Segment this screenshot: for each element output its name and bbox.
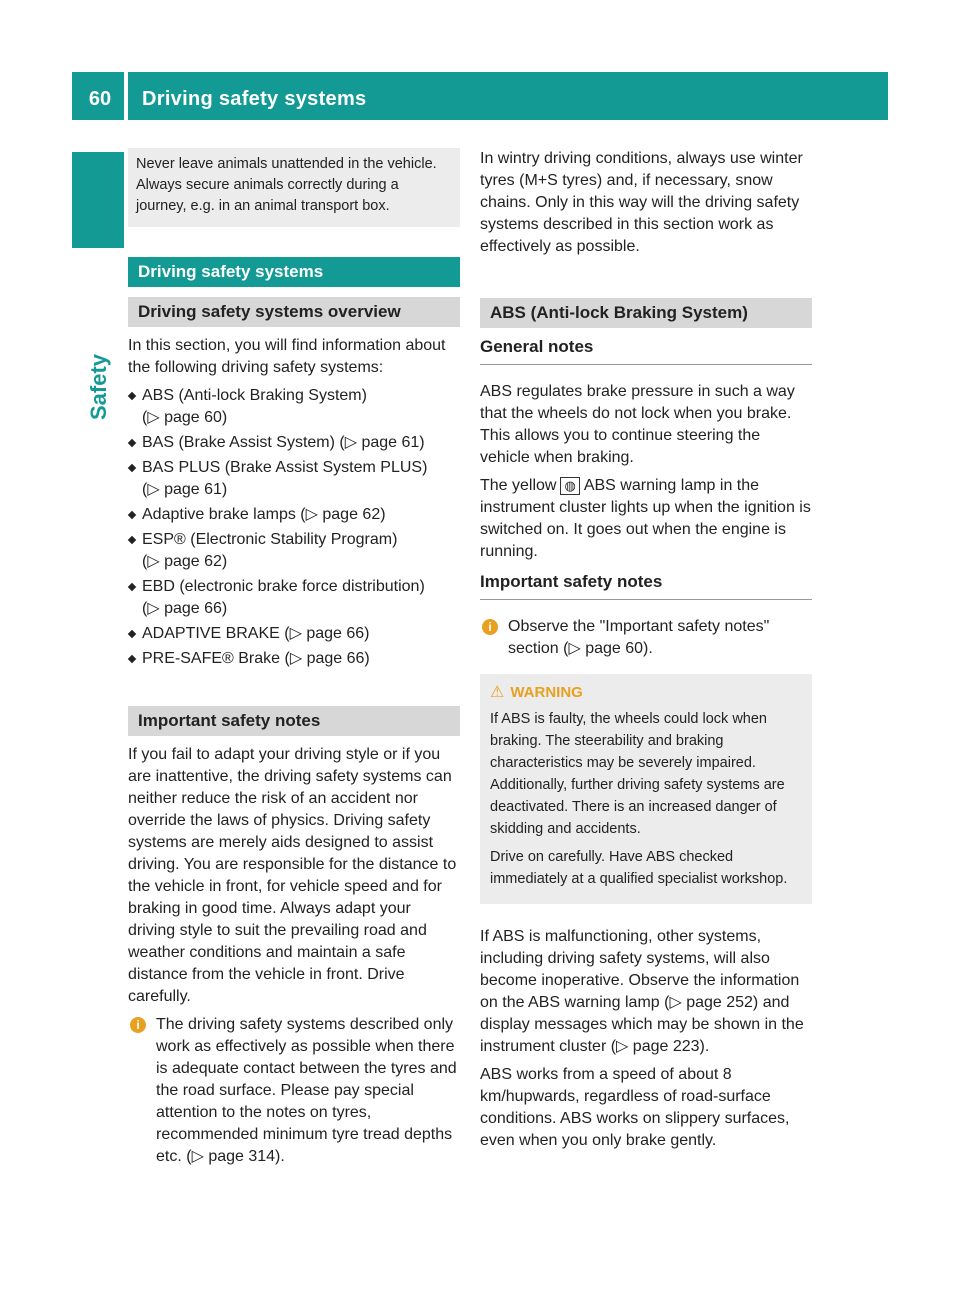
info-note xyxy=(480,616,812,660)
general-notes-heading: General notes xyxy=(480,336,812,365)
warning-box xyxy=(480,674,812,904)
section-title: Driving safety systems xyxy=(128,257,460,287)
page-link[interactable]: (▷ page 66) xyxy=(142,600,228,617)
side-label-text: Safety xyxy=(86,353,111,420)
list-item: EBD (electronic brake force distribution) (▷ page 66) xyxy=(128,576,460,620)
list-item: ADAPTIVE BRAKE (▷ page 66) xyxy=(128,623,460,645)
winter-text: In wintry driving conditions, always use winter tyres (M+S tyres) and, if necessary, snow chains. Only in this way will the driving safety systems described in this section work as effectively as possible. xyxy=(480,150,803,255)
warning-action: Drive on carefully. Have ABS checked immediately at a qualified specialist workshop. xyxy=(490,849,788,887)
right-column xyxy=(480,148,812,1158)
list-item: ABS (Anti-lock Braking System) (▷ page 60) xyxy=(128,385,460,429)
speed-text: ABS works from a speed of about 8 km/hupwards, regardless of road-surface conditions. ABS works on slippery surfaces, even when you only brake gently. xyxy=(480,1066,790,1149)
important-notes-heading: Important safety notes xyxy=(480,571,812,600)
page-link[interactable]: (▷ page 60) xyxy=(142,409,228,426)
warning-triangle-icon: ⚠ xyxy=(490,684,505,701)
page-link[interactable]: (▷ page 61) xyxy=(142,481,228,498)
list-item: BAS PLUS (Brake Assist System PLUS) (▷ page 61) xyxy=(128,457,460,501)
side-tab xyxy=(72,152,124,248)
list-item: PRE-SAFE® Brake (▷ page 66) xyxy=(128,648,460,670)
info-text: The driving safety systems described only work as effectively as possible when there is adequate contact between the tyres and the road surface. Please pay special attention to the notes on tyres, recommended minimum tyre tread depths etc. (▷ page 314). xyxy=(156,1016,457,1165)
abs-heading: ABS (Anti-lock Braking System) xyxy=(480,298,812,328)
overview-heading: Driving safety systems overview xyxy=(128,297,460,327)
page-title: Driving safety systems xyxy=(142,88,367,110)
info-note xyxy=(128,1014,460,1168)
list-item: BAS (Brake Assist System) (▷ page 61) xyxy=(128,432,460,454)
animal-note: Never leave animals unattended in the vehicle. Always secure animals correctly during a journey, e.g. in an animal transport box. xyxy=(128,148,460,227)
left-column xyxy=(128,148,460,1174)
important-heading: Important safety notes xyxy=(128,706,460,736)
list-item: ESP® (Electronic Stability Program) (▷ page 62) xyxy=(128,529,460,573)
info-text: Observe the "Important safety notes" section (▷ page 60). xyxy=(508,618,770,657)
page-number: 60 xyxy=(88,88,112,110)
important-text: If you fail to adapt your driving style or if you are inattentive, the driving safety systems can neither reduce the risk of an accident nor override the laws of physics. Driving safety systems are merely aids designed to assist driving. You are responsible for the distance to the vehicle in front, for vehicle speed and for braking in good time. Always adapt your driving style to suit the prevailing road and weather conditions and maintain a safe distance from the vehicle in front. Drive carefully. xyxy=(128,746,457,1005)
general-text: ABS regulates brake pressure in such a way that the wheels do not lock when you brake. This allows you to continue steering the vehicle when braking. xyxy=(480,383,795,466)
malfunction-text: If ABS is malfunctioning, other systems, including driving safety systems, will also become inoperative. Observe the information on the ABS warning lamp (▷ page 252) and display messages which may be shown in the instrument cluster (▷ page 223). xyxy=(480,928,804,1055)
abs-warning-lamp-icon: ◍ xyxy=(560,477,579,495)
page-link[interactable]: (▷ page 62) xyxy=(142,553,228,570)
list-item: Adaptive brake lamps (▷ page 62) xyxy=(128,504,460,526)
warning-text: If ABS is faulty, the wheels could lock when braking. The steerability and braking characteristics may be severely impaired. Additionally, further driving safety systems are deactivated. There is an increased danger of skidding and accidents. xyxy=(490,711,785,837)
warning-title: ⚠ WARNING xyxy=(490,684,583,701)
side-label xyxy=(86,340,116,440)
info-icon: i xyxy=(482,619,498,635)
overview-list xyxy=(128,385,460,670)
lamp-text: The yellow ◍ ABS warning lamp in the instrument cluster lights up when the ignition is switched on. It goes out when the engine is running. xyxy=(480,477,811,560)
info-icon: i xyxy=(130,1017,146,1033)
overview-intro: In this section, you will find information about the following driving safety systems: xyxy=(128,337,446,376)
